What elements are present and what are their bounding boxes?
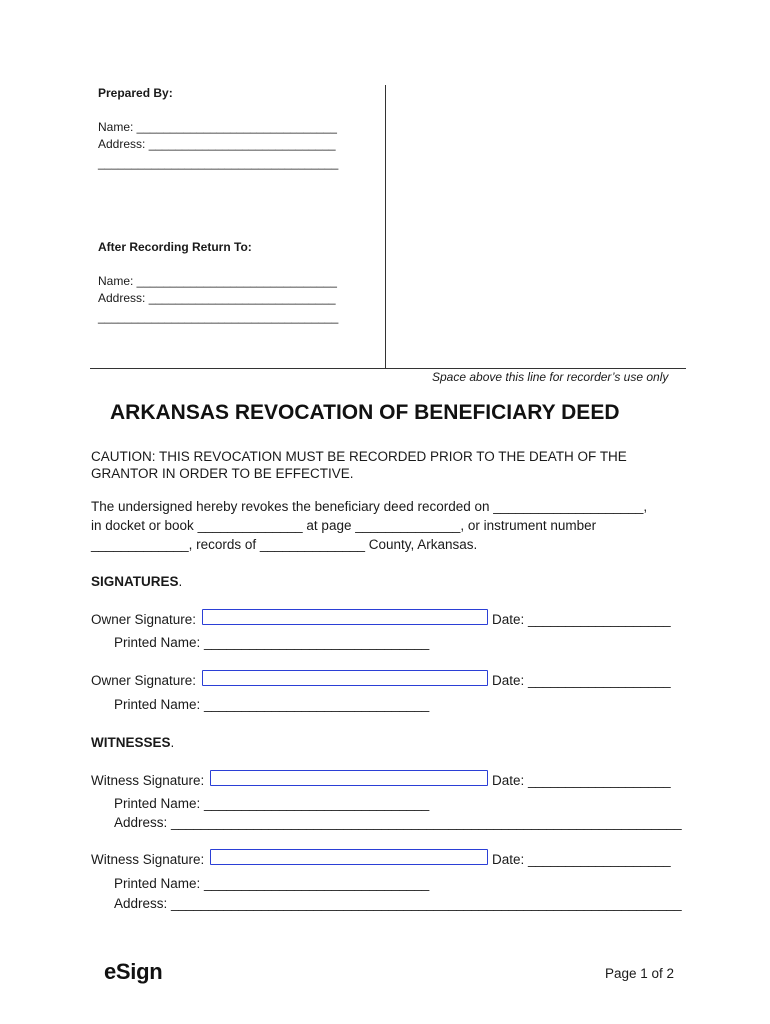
prepared-by-name-line: Name: ______________________________ (98, 120, 337, 134)
witness1-address-line: Address: ____________________________________________________________________ (114, 815, 682, 830)
owner1-signature-field[interactable] (202, 609, 488, 625)
recorder-note: Space above this line for recorder’s use only (432, 370, 669, 384)
witness1-signature-field[interactable] (210, 770, 488, 786)
recorder-horizontal-divider (90, 368, 686, 369)
witness2-address-line: Address: ____________________________________________________________________ (114, 896, 682, 911)
owner2-date-line: Date: ___________________ (492, 673, 671, 688)
prepared-by-address2-line: ____________________________________ (98, 156, 339, 170)
owner1-date-line: Date: ___________________ (492, 612, 671, 627)
witness1-signature-label: Witness Signature: (91, 773, 205, 788)
signatures-heading: SIGNATURES. (91, 574, 183, 589)
body-line-3: _____________, records of ______________ County, Arkansas. (91, 537, 478, 552)
witness2-date-line: Date: ___________________ (492, 852, 671, 867)
owner2-signature-label: Owner Signature: (91, 673, 197, 688)
body-line-1: The undersigned hereby revokes the beneficiary deed recorded on ____________________, (91, 499, 648, 514)
return-to-address-line: Address: ____________________________ (98, 291, 336, 305)
owner1-printed-name-line: Printed Name: ______________________________ (114, 635, 430, 650)
return-to-heading: After Recording Return To: (98, 240, 252, 254)
document-title: ARKANSAS REVOCATION OF BENEFICIARY DEED (110, 401, 620, 424)
caution-line-1: CAUTION: THIS REVOCATION MUST BE RECORDED PRIOR TO THE DEATH OF THE (91, 449, 627, 464)
recorder-vertical-divider (385, 85, 386, 368)
prepared-by-heading: Prepared By: (98, 86, 173, 100)
esign-logo: eSign (104, 959, 163, 984)
owner2-signature-field[interactable] (202, 670, 488, 686)
return-to-address2-line: ____________________________________ (98, 310, 339, 324)
witness2-signature-label: Witness Signature: (91, 852, 205, 867)
witness2-signature-field[interactable] (210, 849, 488, 865)
owner1-signature-label: Owner Signature: (91, 612, 197, 627)
witnesses-heading: WITNESSES. (91, 735, 175, 750)
witness1-date-line: Date: ___________________ (492, 773, 671, 788)
body-line-2: in docket or book ______________ at page ______________, or instrument number (91, 518, 597, 533)
caution-line-2: GRANTOR IN ORDER TO BE EFFECTIVE. (91, 466, 354, 481)
return-to-name-line: Name: ______________________________ (98, 274, 337, 288)
witness1-printed-name-line: Printed Name: ______________________________ (114, 796, 430, 811)
prepared-by-address-line: Address: ____________________________ (98, 137, 336, 151)
witness2-printed-name-line: Printed Name: ______________________________ (114, 876, 430, 891)
owner2-printed-name-line: Printed Name: ______________________________ (114, 697, 430, 712)
page-number: Page 1 of 2 (605, 966, 675, 981)
